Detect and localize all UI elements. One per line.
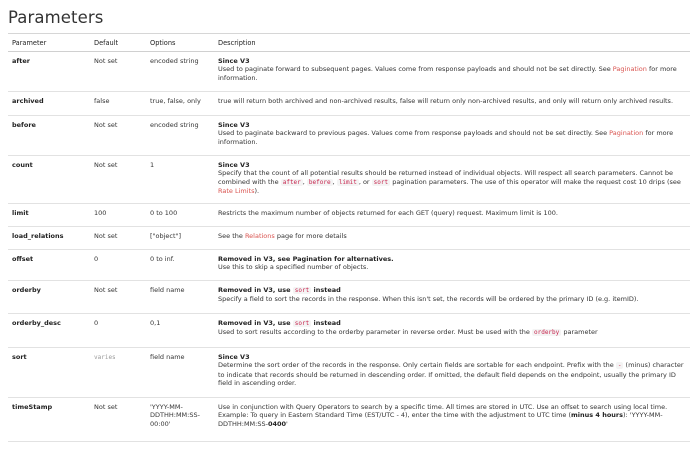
param-default: 100 bbox=[90, 203, 146, 226]
param-options: ["object"] bbox=[146, 226, 214, 249]
column-header-description: Description bbox=[214, 34, 690, 51]
param-options: encoded string bbox=[146, 115, 214, 155]
param-options: 0,1 bbox=[146, 313, 214, 347]
param-description: Removed in V3, see Pagination for alternatives. Use this to skip a specified number of objects. bbox=[214, 249, 690, 280]
code-minus: - bbox=[617, 362, 622, 370]
param-description: Removed in V3, use sort instead Specify a field to sort the records in the response. When this isn't set, the records will be ordered by the primary ID (e.g. itemID). bbox=[214, 280, 690, 313]
param-default: 0 bbox=[90, 313, 146, 347]
pagination-link[interactable]: Pagination bbox=[612, 65, 647, 74]
param-default: Not set bbox=[90, 155, 146, 203]
param-options: true, false, only bbox=[146, 91, 214, 115]
param-description: Since V3 Specify that the count of all potential results should be returned instead of individual objects. Will respect all search parameters. Cannot be combined with the after , before , limit , or sort pagination parameters. The use of this operator will make the request cost 10 drips (see Rate Limits). bbox=[214, 155, 690, 203]
param-name: before bbox=[8, 115, 90, 155]
table-header-row bbox=[8, 34, 690, 51]
param-description: Removed in V3, use sort instead Used to sort results according to the orderby parameter in reverse order. Must be used with the orderby parameter bbox=[214, 313, 690, 347]
param-name: archived bbox=[8, 91, 90, 115]
code-before: before bbox=[308, 178, 331, 186]
param-name: orderby_desc bbox=[8, 313, 90, 347]
version-note: Since V3 bbox=[218, 120, 250, 129]
table-row bbox=[8, 313, 690, 347]
code-sort: sort bbox=[294, 286, 310, 294]
code-sort: sort bbox=[294, 319, 310, 327]
param-description: Restricts the maximum number of objects returned for each GET (query) request. Maximum limit is 100. bbox=[214, 203, 690, 226]
code-sort: sort bbox=[373, 178, 389, 186]
param-options: field name bbox=[146, 347, 214, 397]
pagination-link[interactable]: Pagination bbox=[292, 254, 332, 263]
param-default: 0 bbox=[90, 249, 146, 280]
param-options: 1 bbox=[146, 155, 214, 203]
param-name: timeStamp bbox=[8, 397, 90, 441]
param-options: 0 to inf. bbox=[146, 249, 214, 280]
param-description: See the Relations page for more details bbox=[214, 226, 690, 249]
version-note: Since V3 bbox=[218, 352, 250, 361]
param-name: sort bbox=[8, 347, 90, 397]
code-after: after bbox=[282, 178, 301, 186]
param-default: varies bbox=[90, 347, 146, 397]
table-row bbox=[8, 226, 690, 249]
column-header-options: Options bbox=[146, 34, 214, 51]
table-row bbox=[8, 91, 690, 115]
pagination-link[interactable]: Pagination bbox=[609, 129, 644, 138]
param-default: Not set bbox=[90, 51, 146, 91]
table-row bbox=[8, 280, 690, 313]
param-description: Since V3 Used to paginate backward to previous pages. Values come from response payloads and should not be set directly. See Pagination for more information. bbox=[214, 115, 690, 155]
table-row bbox=[8, 155, 690, 203]
table-row bbox=[8, 249, 690, 280]
version-note: Since V3 bbox=[218, 160, 250, 169]
param-default: Not set bbox=[90, 280, 146, 313]
relations-link[interactable]: Relations bbox=[244, 231, 275, 240]
param-name: load_relations bbox=[8, 226, 90, 249]
param-name: limit bbox=[8, 203, 90, 226]
param-description: Since V3 Determine the sort order of the records in the response. Only certain fields are sortable for each endpoint. Prefix with the - (minus) character to indicate that records should be returned in descending order. If omitted, the default field depends on the endpoint, usually the primary ID field in ascending order. bbox=[214, 347, 690, 397]
column-header-default: Default bbox=[90, 34, 146, 51]
param-name: orderby bbox=[8, 280, 90, 313]
column-header-parameter: Parameter bbox=[8, 34, 90, 51]
table-row bbox=[8, 203, 690, 226]
parameters-table bbox=[8, 34, 690, 442]
param-default: false bbox=[90, 91, 146, 115]
table-row bbox=[8, 51, 690, 91]
param-default: Not set bbox=[90, 397, 146, 441]
param-name: after bbox=[8, 51, 90, 91]
param-options: field name bbox=[146, 280, 214, 313]
param-description: Use in conjunction with Query Operators to search by a specific time. All times are stored in UTC. Use an offset to search using local time. Example: To query in Eastern Standard Time (EST/UTC - 4), enter the time with the adjustment to UTC time (minus 4 hours): 'YYYY-MM-DDTHH:MM:SS-0400' bbox=[214, 397, 690, 441]
param-options: encoded string bbox=[146, 51, 214, 91]
param-options: 'YYYY-MM-DDTHH:MM:SS-00:00' bbox=[146, 397, 214, 441]
param-description: true will return both archived and non-archived results, false will return only non-archived results, and only will return only archived results. bbox=[214, 91, 690, 115]
table-row bbox=[8, 347, 690, 397]
table-row bbox=[8, 115, 690, 155]
param-name: offset bbox=[8, 249, 90, 280]
param-name: count bbox=[8, 155, 90, 203]
table-row bbox=[8, 397, 690, 441]
param-description: Since V3 Used to paginate forward to subsequent pages. Values come from response payloads and should not be set directly. See Pagination for more information. bbox=[214, 51, 690, 91]
param-default: Not set bbox=[90, 226, 146, 249]
page-title: Parameters bbox=[8, 8, 104, 27]
code-limit: limit bbox=[338, 178, 357, 186]
param-options: 0 to 100 bbox=[146, 203, 214, 226]
param-default: Not set bbox=[90, 115, 146, 155]
version-note: Since V3 bbox=[218, 56, 250, 65]
code-orderby: orderby bbox=[533, 329, 560, 337]
rate-limits-link[interactable]: Rate Limits bbox=[218, 187, 255, 196]
